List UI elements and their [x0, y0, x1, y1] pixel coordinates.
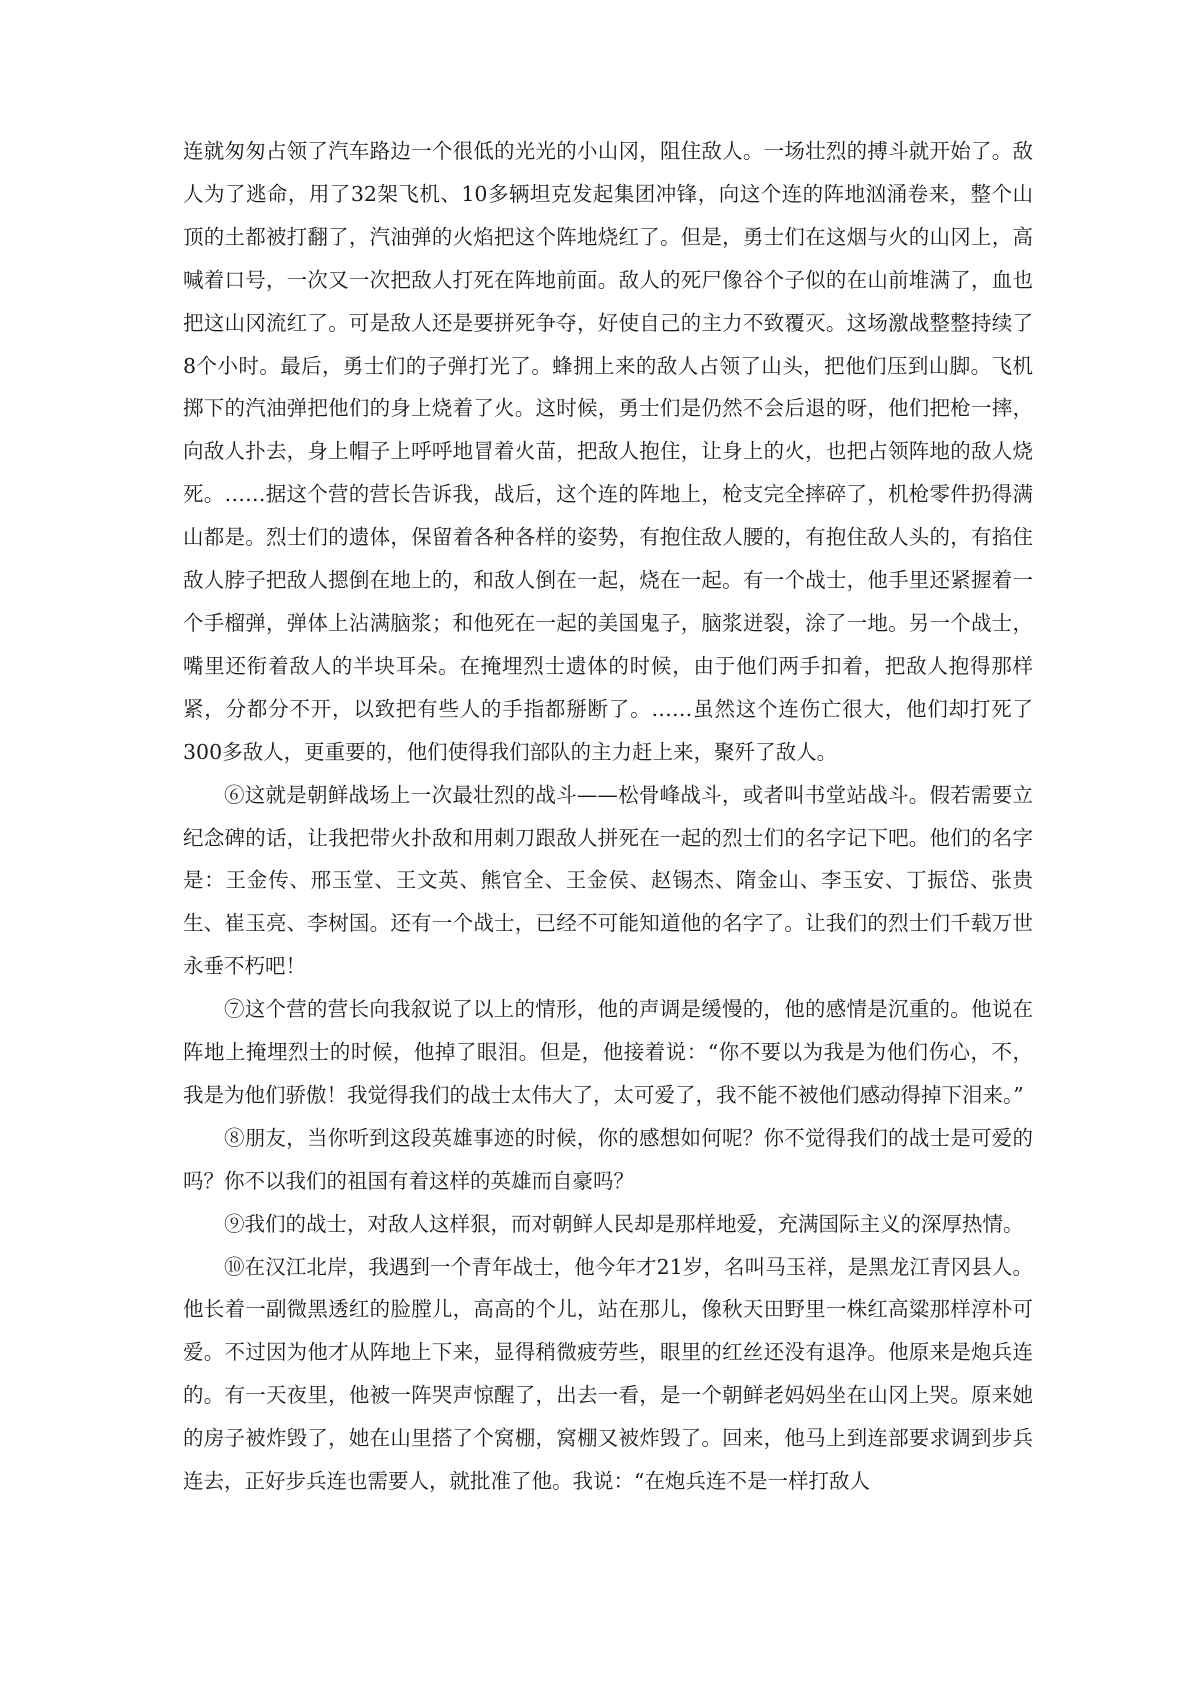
paragraph-10: ⑩在汉江北岸，我遇到一个青年战士，他今年才21岁，名叫马玉祥，是黑龙江青冈县人。他长着一副微黑透红的脸膛儿，高高的个儿，站在那儿，像秋天田野里一株红高粱那样淳朴可爱。不过因为他才从阵地上下来，显得稍微疲劳些，眼里的红丝还没有退净。他原来是炮兵连的。有一天夜里，他被一阵哭声惊醒了，出去一看，是一个朝鲜老妈妈坐在山冈上哭。原来她的房子被炸毁了，她在山里搭了个窝棚，窝棚又被炸毁了。回来，他马上到连部要求调到步兵连去，正好步兵连也需要人，就批准了他。我说：“在炮兵连不是一样打敌人: [183, 1254, 1033, 1494]
paragraph-8: ⑧朋友，当你听到这段英雄事迹的时候，你的感想如何呢？你不觉得我们的战士是可爱的吗？你不以我们的祖国有着这样的英雄而自豪吗？: [183, 1125, 1033, 1193]
paragraph-continued: 连就匆匆占领了汽车路边一个很低的光光的小山冈，阻住敌人。一场壮烈的搏斗就开始了。敌人为了逃命，用了32架飞机、10多辆坦克发起集团冲锋，向这个连的阵地汹涌卷来，整个山顶的土都被打翻了，汽油弹的火焰把这个阵地烧红了。但是，勇士们在这烟与火的山冈上，高喊着口号，一次又一次把敌人打死在阵地前面。敌人的死尸像谷个子似的在山前堆满了，血也把这山冈流红了。可是敌人还是要拼死争夺，好使自己的主力不致覆灭。这场激战整整持续了8个小时。最后，勇士们的子弹打光了。蜂拥上来的敌人占领了山头，把他们压到山脚。飞机掷下的汽油弹把他们的身上烧着了火。这时候，勇士们是仍然不会后退的呀，他们把枪一摔，向敌人扑去，身上帽子上呼呼地冒着火苗，把敌人抱住，让身上的火，也把占领阵地的敌人烧死。……据这个营的营长告诉我，战后，这个连的阵地上，枪支完全摔碎了，机枪零件扔得满山都是。烈士们的遗体，保留着各种各样的姿势，有抱住敌人腰的，有抱住敌人头的，有掐住敌人脖子把敌人摁倒在地上的，和敌人倒在一起，烧在一起。有一个战士，他手里还紧握着一个手榴弹，弹体上沾满脑浆；和他死在一起的美国鬼子，脑浆迸裂，涂了一地。另一个战士，嘴里还衔着敌人的半块耳朵。在掩埋烈士遗体的时候，由于他们两手扣着，把敌人抱得那样紧，分都分不开，以致把有些人的手指都掰断了。……虽然这个连伤亡很大，他们却打死了300多敌人，更重要的，他们使得我们部队的主力赶上来，聚歼了敌人。: [183, 139, 1033, 764]
paragraph-9: ⑨我们的战士，对敌人这样狠，而对朝鲜人民却是那样地爱，充满国际主义的深厚热情。: [224, 1211, 1024, 1236]
paragraph-6: ⑥这就是朝鲜战场上一次最壮烈的战斗——松骨峰战斗，或者叫书堂站战斗。假若需要立纪念碑的话，让我把带火扑敌和用刺刀跟敌人拼死在一起的烈士们的名字记下吧。他们的名字是：王金传、邢玉堂、王文英、熊官全、王金侯、赵锡杰、隋金山、李玉安、丁振岱、张贵生、崔玉亮、李树国。还有一个战士，已经不可能知道他的名字了。让我们的烈士们千载万世永垂不朽吧！: [183, 782, 1033, 979]
paragraph-7: ⑦这个营的营长向我叙说了以上的情形，他的声调是缓慢的，他的感情是沉重的。他说在阵地上掩埋烈士的时候，他掉了眼泪。但是，他接着说：“你不要以为我是为他们伤心，不，我是为他们骄傲！我觉得我们的战士太伟大了，太可爱了，我不能不被他们感动得掉下泪来。”: [183, 997, 1033, 1107]
document-page: [183, 130, 1033, 1503]
